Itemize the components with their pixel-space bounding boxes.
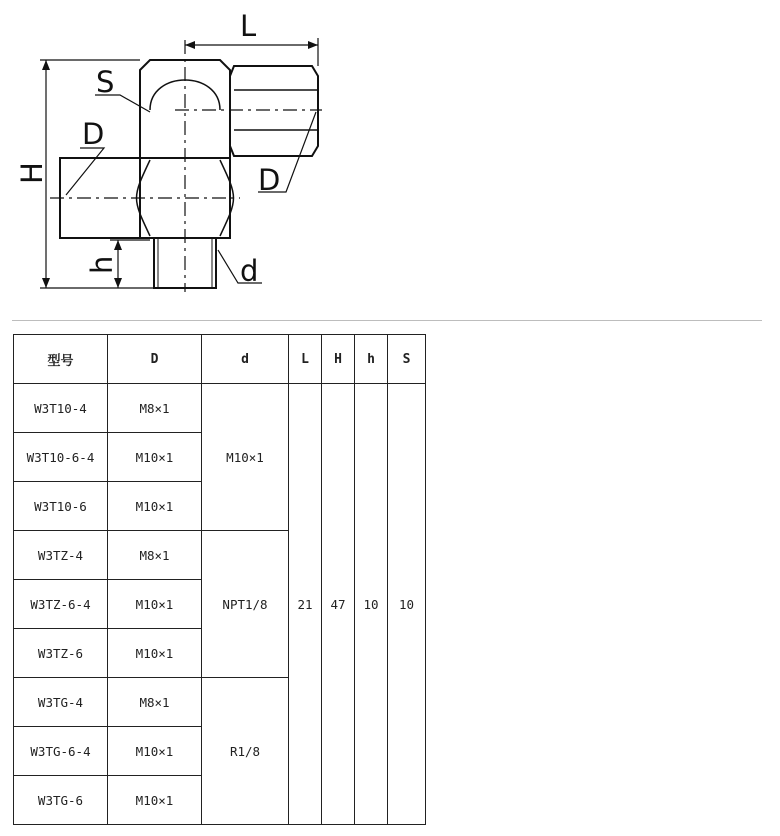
header-row [14, 335, 426, 384]
cell-model: W3TZ-6 [14, 629, 108, 678]
header-model: 型号 [14, 335, 108, 384]
cell-model: W3T10-6 [14, 482, 108, 531]
divider [12, 320, 762, 321]
cell-D: M10×1 [108, 482, 202, 531]
cell-D: M10×1 [108, 433, 202, 482]
label-d: d [240, 254, 259, 288]
cell-h: 10 [355, 384, 388, 825]
header-H: H [322, 335, 355, 384]
cell-D: M10×1 [108, 776, 202, 825]
cell-S: 10 [388, 384, 426, 825]
cell-D: M8×1 [108, 531, 202, 580]
header-L: L [289, 335, 322, 384]
label-D-left: D [82, 117, 105, 151]
cell-L: 21 [289, 384, 322, 825]
cell-model: W3T10-4 [14, 384, 108, 433]
table-row [14, 384, 426, 433]
label-h: h [85, 255, 119, 274]
header-d: d [202, 335, 289, 384]
cell-model: W3TG-6 [14, 776, 108, 825]
label-L: L [240, 9, 257, 43]
cell-D: M10×1 [108, 727, 202, 776]
cell-H: 47 [322, 384, 355, 825]
cell-model: W3TZ-4 [14, 531, 108, 580]
header-h: h [355, 335, 388, 384]
header-S: S [388, 335, 426, 384]
cell-D: M8×1 [108, 384, 202, 433]
cell-D: M10×1 [108, 580, 202, 629]
cell-D: M10×1 [108, 629, 202, 678]
header-D: D [108, 335, 202, 384]
cell-model: W3TG-4 [14, 678, 108, 727]
cell-model: W3TZ-6-4 [14, 580, 108, 629]
cell-model: W3T10-6-4 [14, 433, 108, 482]
label-S: S [96, 65, 115, 99]
cell-d-group: NPT1/8 [202, 531, 289, 678]
cell-d-group: R1/8 [202, 678, 289, 825]
cell-model: W3TG-6-4 [14, 727, 108, 776]
cell-d-group: M10×1 [202, 384, 289, 531]
label-D-right: D [258, 163, 281, 197]
fitting-technical-drawing [0, 0, 780, 320]
cell-D: M8×1 [108, 678, 202, 727]
spec-table [13, 334, 426, 825]
label-H: H [15, 162, 49, 184]
